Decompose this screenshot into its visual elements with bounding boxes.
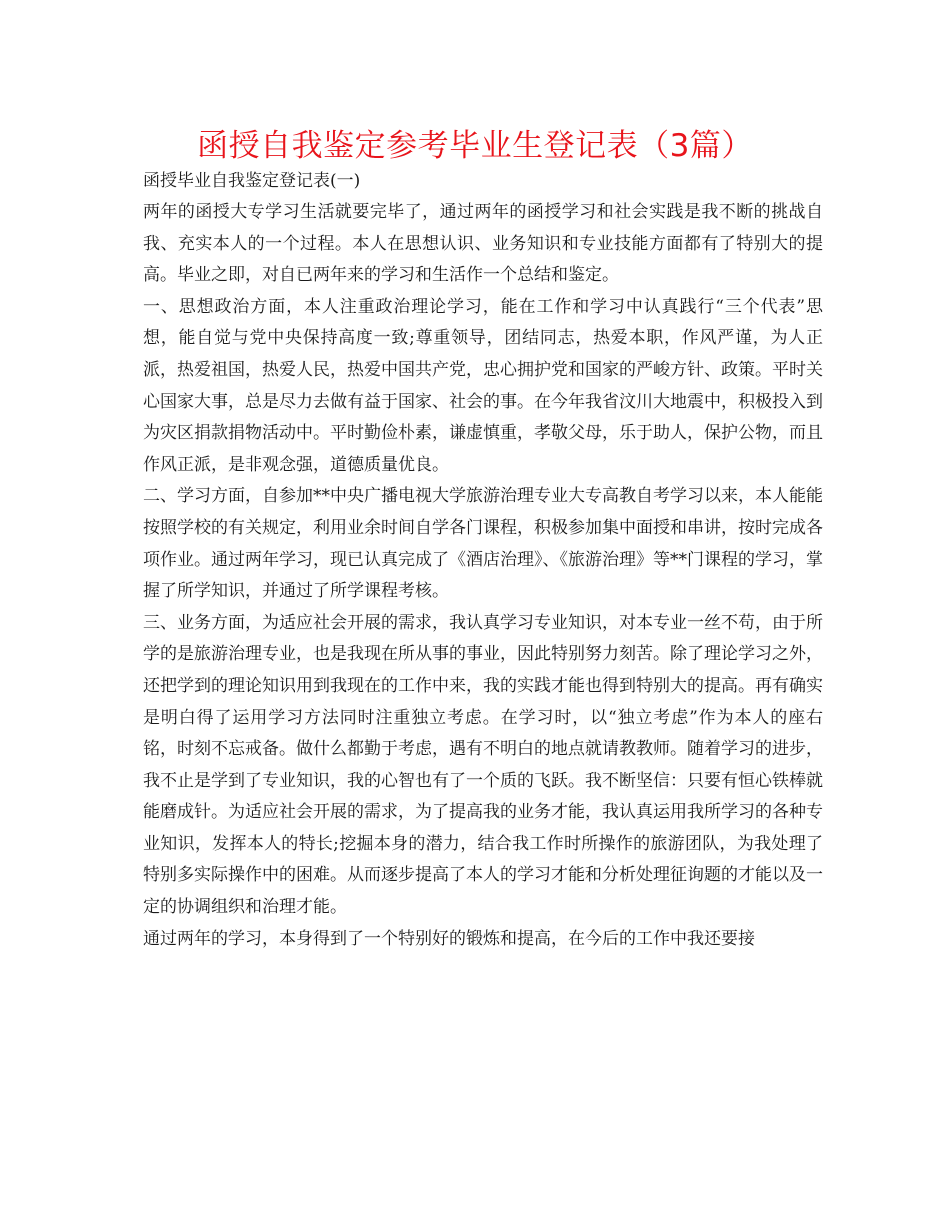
paragraph-study: 二、学习方面，自参加**中央广播电视大学旅游治理专业大专高教自考学习以来，本人能能按照学校的有关规定，利用业余时间自学各门课程，积极参加集中面授和串讲，按时完成各项作业。通过两年学习，现已认真完成了《酒店治理》、《旅游治理》等**门课程的学习，掌握了所学知识，并通过了所学课程考核。	[143, 486, 823, 602]
document-title: 函授自我鉴定参考毕业生登记表（3篇）	[197, 128, 753, 164]
paragraph-closing: 通过两年的学习，本身得到了一个特别好的锻炼和提高，在今后的工作中我还要接	[143, 928, 755, 949]
document-body	[143, 166, 823, 955]
paragraph-business: 三、业务方面，为适应社会开展的需求，我认真学习专业知识，对本专业一丝不苟，由于所学的是旅游治理专业，也是我现在所从事的事业，因此特别努力刻苦。除了理论学习之外，还把学到的理论知识用到我现在的工作中来，我的实践才能也得到特别大的提高。再有确实是明白得了运用学习方法同时注重独立考虑。在学习时，以“独立考虑”作为本人的座右铭，时刻不忘戒备。做什么都勤于考虑，遇有不明白的地点就请教教师。随着学习的进步，我不止是学到了专业知识，我的心智也有了一个质的飞跃。我不断坚信：只要有恒心铁棒就能磨成针。为适应社会开展的需求，为了提高我的业务才能，我认真运用我所学习的各种专业知识，发挥本人的特长;挖掘本身的潜力，结合我工作时所操作的旅游团队，为我处理了特别多实际操作中的困难。从而逐步提高了本人的学习才能和分析处理征询题的才能以及一定的协调组织和治理才能。	[143, 612, 823, 918]
paragraph-political: 一、思想政治方面，本人注重政治理论学习，能在工作和学习中认真践行“三个代表”思想，能自觉与党中央保持高度一致;尊重领导，团结同志，热爱本职，作风严谨，为人正派，热爱祖国，热爱人民，热爱中国共产党，忠心拥护党和国家的严峻方针、政策。平时关心国家大事，总是尽力去做有益于国家、社会的事。在今年我省汶川大地震中，积极投入到为灾区捐款捐物活动中。平时勤俭朴素，谦虚慎重，孝敬父母，乐于助人，保护公物，而且作风正派，是非观念强，道德质量优良。	[143, 296, 823, 475]
section-subtitle: 函授毕业自我鉴定登记表(一)	[143, 171, 361, 191]
paragraph-intro: 两年的函授大专学习生活就要完毕了，通过两年的函授学习和社会实践是我不断的挑战自我、充实本人的一个过程。本人在思想认识、业务知识和专业技能方面都有了特别大的提高。毕业之即，对自已两年来的学习和生活作一个总结和鉴定。	[143, 202, 823, 286]
